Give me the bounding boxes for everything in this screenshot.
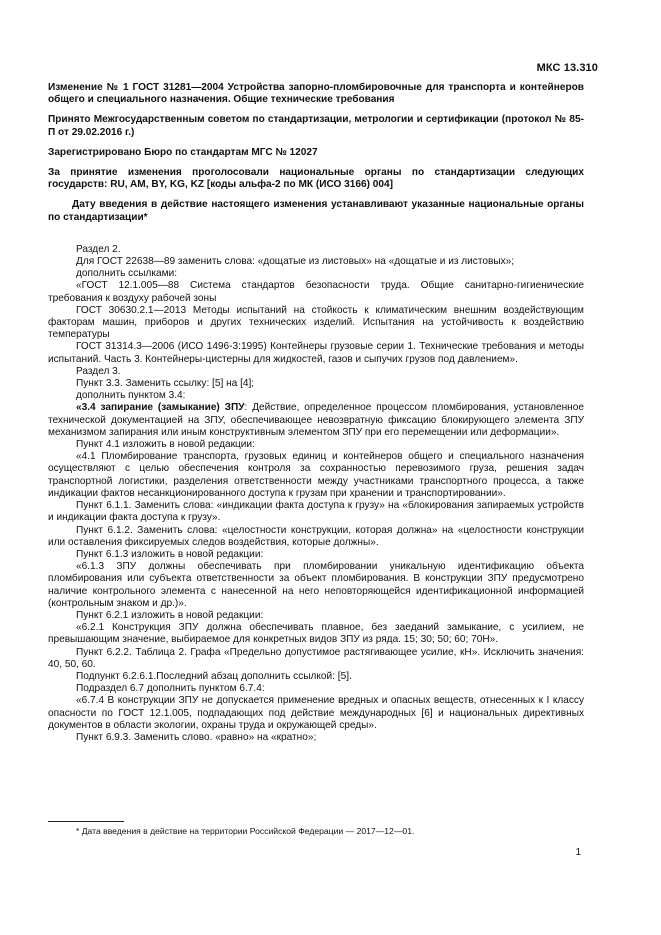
- document-content: [48, 82, 584, 744]
- paragraph: ГОСТ 31314.3—2006 (ИСО 1496-3:1995) Контейнеры грузовые серии 1. Технические требования и методы испытаний. Часть 3. Контейнеры-цистерны для жидкостей, газов и сыпучих грузов под давлением».: [48, 341, 584, 365]
- paragraph: Подпункт 6.2.6.1.Последний абзац дополнить ссылкой: [5].: [76, 670, 352, 682]
- page-number: 1: [575, 847, 581, 858]
- paragraph: «4.1 Пломбирование транспорта, грузовых единиц и контейнеров общего и специального назначения осуществляют с целью обеспечения контроля за сохранностью перевозимого груза, решения задач транспортной логистики, разделения ответственности между участниками транспортного процесса, а также индикации фактов несанкционированного доступа к грузам при хранении и транспортировании».: [48, 451, 584, 499]
- paragraph: «6.7.4 В конструкции ЗПУ не допускается применение вредных и опасных веществ, отнесенных к I классу опасности по ГОСТ 12.1.005, подпадающих под действие международных [6] и национальных директивных документов в области экологии, охраны труда и окружающей среды».: [48, 695, 584, 731]
- paragraph: Раздел 2.: [76, 243, 121, 255]
- paragraph: ГОСТ 30630.2.1—2013 Методы испытаний на стойкость к климатическим внешним воздействующим факторам машин, приборов и других технических изделий. Испытания на устойчивость к воздействию температуры: [48, 304, 584, 341]
- paragraph: «ГОСТ 12.1.005—88 Система стандартов безопасности труда. Общие санитарно-гигиенические требования к воздуху рабочей зоны: [48, 280, 584, 304]
- paragraph: Для ГОСТ 22638—89 заменить слова: «дощатые из листовых» на «дощатые и из листовых»;: [76, 256, 515, 268]
- paragraph: дополнить пунктом 3.4:: [76, 390, 186, 402]
- paragraph: Подраздел 6.7 дополнить пунктом 6.7.4:: [76, 683, 265, 695]
- paragraph: Пункт 6.2.2. Таблица 2. Графа «Предельно допустимое растягивающее усилие, кН». Исключить значения: 40, 50, 60.: [48, 646, 584, 670]
- classification-code: МКС 13.310: [536, 62, 598, 74]
- adopted-statement: Принято Межгосударственным советом по стандартизации, метрологии и сертификации (протокол № 85-П от 29.02.2016 г.): [48, 114, 584, 138]
- footnote-divider: [48, 821, 124, 822]
- amendment-title: Изменение № 1 ГОСТ 31281—2004 Устройства запорно-пломбировочные для транспорта и контейнеров общего и специального назначения. Общие технические требования: [48, 82, 584, 106]
- paragraph: Пункт 3.3. Заменить ссылку: [5] на [4];: [76, 378, 255, 390]
- defined-term: «3.4 запирание (замыкание) ЗПУ: [76, 402, 245, 414]
- voting-statement: За принятие изменения проголосовали национальные органы по стандартизации следующих государств: RU, AM, BY, KG, KZ [коды альфа-2 по МК (ИСО 3166) 004]: [48, 167, 584, 191]
- definition-paragraph: [48, 402, 584, 439]
- paragraph: «6.2.1 Конструкция ЗПУ должна обеспечивать плавное, без заеданий замыкание, с усилием, не превышающим значение, выбираемое для конкретных видов ЗПУ из ряда. 15; 30; 50; 60; 70Н».: [48, 622, 584, 646]
- intro-date-statement: Дату введения в действие настоящего изменения устанавливают указанные национальные органы по стандартизации*: [48, 199, 584, 223]
- paragraph: «6.1.3 ЗПУ должны обеспечивать при пломбировании уникальную идентификацию объекта пломбирования или субъекта ответственности за объект пломбирования. В конструкции ЗПУ предусмотрено наличие контрольного элемента с нанесенной на него неповторяющейся идентификационной информацией (контрольным знаком и др.)».: [48, 561, 584, 609]
- paragraph: Пункт 6.1.2. Заменить слова: «целостности конструкции, которая должна» на «целостности конструкции или оставления фиксируемых следов воздействия, которые должны».: [48, 524, 584, 548]
- definition-text: : Действие, определенное процессом пломбирования, установленное технической документацией на ЗПУ, обеспечивающее невозвратную фиксацию блокирующего элемента ЗПУ механизмом запирания или иным конструктивным элементом ЗПУ при его перемещении или деформации».: [48, 402, 584, 438]
- registration-statement: Зарегистрировано Бюро по стандартам МГС № 12027: [48, 146, 318, 158]
- paragraph: Пункт 4.1 изложить в новой редакции:: [76, 439, 255, 451]
- paragraph: Пункт 6.1.3 изложить в новой редакции:: [76, 548, 264, 560]
- paragraph: дополнить ссылками:: [76, 268, 178, 280]
- paragraph: Пункт 6.2.1 изложить в новой редакции:: [76, 609, 264, 621]
- paragraph: Раздел 3.: [76, 365, 121, 377]
- paragraph: Пункт 6.1.1. Заменить слова: «индикации факта доступа к грузу» на «блокирования запираемых устройств и индикации факта доступа к грузу».: [48, 500, 584, 524]
- footnote: * Дата введения в действие на территории Российской Федерации — 2017—12—01.: [76, 826, 415, 836]
- paragraph: Пункт 6.9.3. Заменить слово. «равно» на «кратно»;: [76, 731, 317, 743]
- amendment-body: [48, 244, 584, 744]
